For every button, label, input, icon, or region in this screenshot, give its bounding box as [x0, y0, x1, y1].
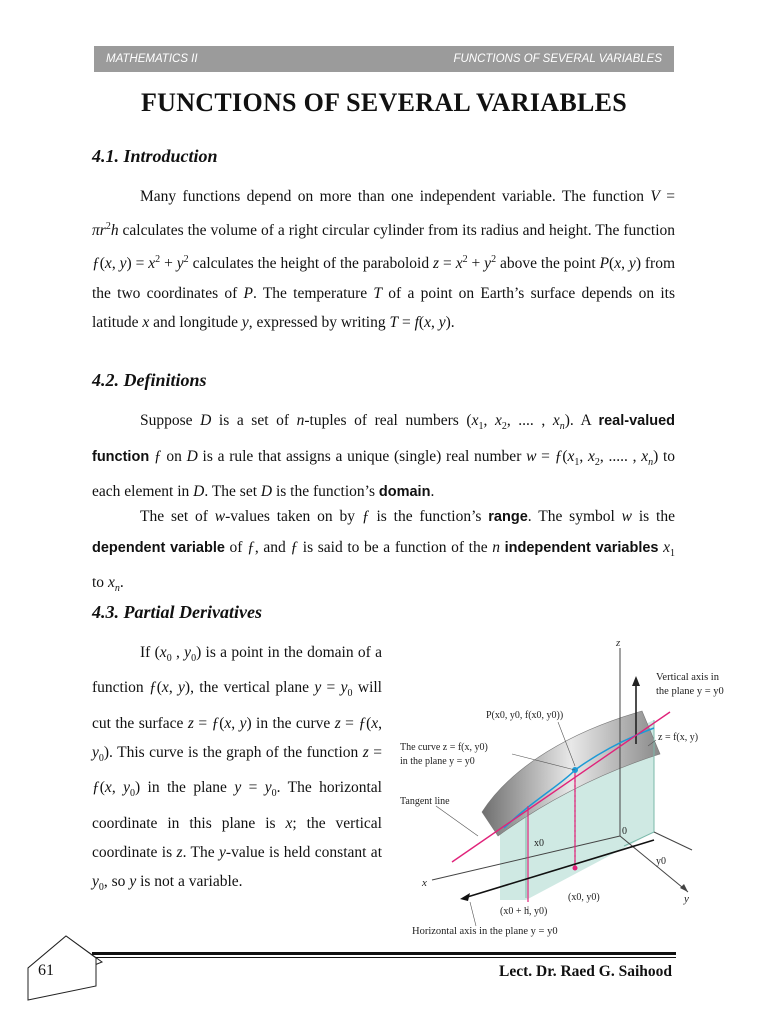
fig-label-y0: y0	[656, 856, 666, 867]
footer-rule-thick	[92, 952, 676, 955]
section-heading-introduction: 4.1. Introduction	[92, 146, 218, 166]
author-name: Lect. Dr. Raed G. Saihood	[499, 963, 672, 980]
paragraph-definitions-2: The set of w-values taken on by ƒ is the function’s range. The symbol w is the dependent variable of ƒ, and ƒ is said to be a function of the n independent variables $x_1$ to $x_n$.	[92, 508, 676, 595]
fig-label-origin: 0	[622, 826, 627, 837]
paragraph-definitions-1: Suppose D is a set of n-tuples of real numbers ($x_1$, $x_2$, .... , $x_n$). A real-valued function ƒ on D is a rule that assigns a unique (single) real number $w = ƒ(x_1$, $x_2$, ..... , $x_n$) to each element in D. The set D is the function’s domain.	[92, 412, 676, 501]
fig-caption: Horizontal axis in the plane y = y0	[412, 926, 558, 937]
fig-label-shift-point: (x0 + h, y0)	[500, 906, 548, 917]
page-title: FUNCTIONS OF SEVERAL VARIABLES	[140, 88, 628, 117]
section-heading-definitions: 4.2. Definitions	[92, 370, 207, 390]
page-number-badge-icon	[24, 934, 104, 1004]
fig-label-base-point: (x0, y0)	[568, 892, 600, 903]
paragraph-partial-derivatives: If ($x_0$ , $y_0$) is a point in the domain of a function ƒ(x, y), the vertical plane $y = y_0$ will cut the surface z = ƒ(x, y) in the curve z = ƒ(x, $y_0$). This curve is the graph of the function z = ƒ(x, $y_0$) in the plane $y = y_0$. The horizontal coordinate in this plane is x; the vertical coordinate is z. The y-value is held constant at $y_0$, so y is not a variable.	[92, 644, 383, 894]
y-axis	[620, 836, 688, 892]
fig-label-x0: x0	[534, 838, 544, 849]
fig-label-x: x	[422, 877, 427, 889]
fig-label-surface: z = f(x, y)	[658, 732, 699, 743]
header-left: MATHEMATICS II	[106, 53, 198, 65]
page-number: 61	[38, 962, 54, 979]
running-header	[94, 46, 674, 72]
fig-label-z: z	[616, 637, 621, 649]
fig-label-vertical-axis-2: the plane y = y0	[656, 686, 724, 697]
section-heading-partial-derivatives: 4.3. Partial Derivatives	[92, 602, 262, 622]
fig-label-y: y	[684, 893, 689, 905]
footer-rule-thin	[92, 957, 676, 958]
header-right: FUNCTIONS OF SEVERAL VARIABLES	[453, 53, 662, 65]
paragraph-introduction: Many functions depend on more than one independent variable. The function $V = \pi r^2h$ calculates the volume of a right circular cylinder from its radius and height. The function ƒ(x, $y) = x^2 + y^2$ calculates the height of the paraboloid $z = x^2 + y^2$ above the point P(x, y) from the two coordinates of P. The temperature T of a point on Earth’s surface depends on its latitude x and longitude y, expressed by writing T = f(x, y).	[92, 188, 676, 332]
fig-label-curve-1: The curve z = f(x, y0)	[400, 742, 488, 753]
fig-label-tangent: Tangent line	[400, 796, 450, 807]
fig-label-point: P(x0, y0, f(x0, y0))	[486, 710, 564, 721]
fig-label-curve-2: in the plane y = y0	[400, 756, 475, 767]
partial-derivative-figure	[392, 636, 748, 940]
fig-label-vertical-axis-1: Vertical axis in	[656, 672, 719, 683]
